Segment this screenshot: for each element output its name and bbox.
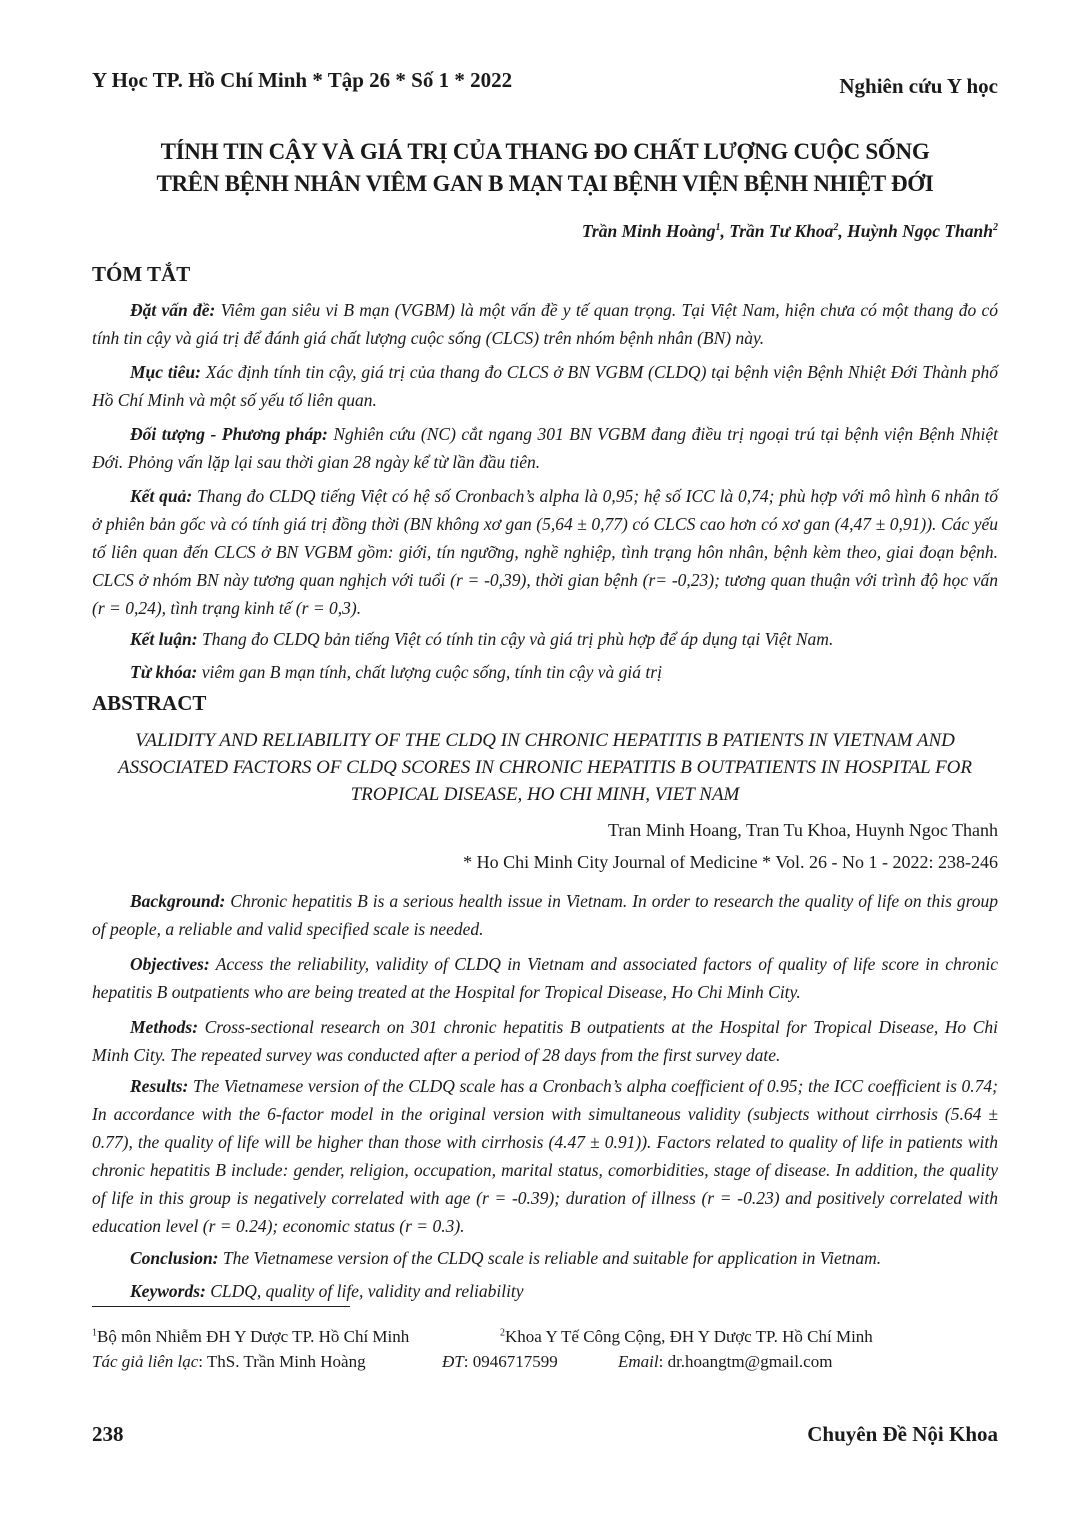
summary-background: [92, 296, 998, 352]
abstract-results: [92, 1072, 998, 1240]
summary-conclusion-text: Thang đo CLDQ bản tiếng Việt có tính tin cậy và giá trị phù hợp để áp dụng tại Việt Nam.: [201, 629, 834, 649]
affiliation-2: [500, 1327, 873, 1347]
abstract-conclusion-label: Conclusion:: [130, 1248, 219, 1268]
abstract-background-label: Background:: [130, 891, 226, 911]
title-line-1: TÍNH TIN CẬY VÀ GIÁ TRỊ CỦA THANG ĐO CHẤT LƯỢNG CUỘC SỐNG: [160, 139, 930, 164]
abstract-objectives-label: Objectives:: [130, 954, 210, 974]
author-3-sup: 2: [993, 222, 998, 234]
summary-methods-text: Nghiên cứu (NC) cắt ngang 301 BN VGBM đang điều trị ngoại trú tại bệnh viện Bệnh Nhiệt Đới. Phỏng vấn lặp lại sau thời gian 28 ngày kể từ lần đầu tiên.: [92, 424, 999, 472]
contact-email: [618, 1352, 833, 1372]
journal-name: Y Học TP. Hồ Chí Minh * Tập 26 * Số 1 * 2022: [92, 68, 513, 92]
abstract-background-text: Chronic hepatitis B is a serious health issue in Vietnam. In order to research the quality of life on this group of people, a reliable and valid specified scale is needed.: [92, 891, 999, 939]
abstract-heading: ABSTRACT: [92, 691, 207, 715]
author-3: Huỳnh Ngọc Thanh: [847, 221, 993, 241]
affiliation-footnotes: [92, 1327, 998, 1347]
summary-objective: [92, 358, 998, 414]
author-2: Trần Tư Khoa: [729, 221, 834, 241]
abstract-methods-text: Cross-sectional research on 301 chronic hepatitis B outpatients at the Hospital for Tropical Disease, Ho Chi Minh City. The repeated survey was conducted after a period of 28 days from the first survey date.: [92, 1017, 998, 1065]
summary-results-label: Kết quả:: [130, 486, 193, 506]
abstract-background: [92, 887, 998, 943]
contact-phone: [442, 1352, 558, 1372]
phone-label: ĐT: [442, 1352, 464, 1371]
article-title: [60, 136, 1030, 200]
author-list: Trần Minh Hoàng$^1$, Trần Tư Khoa$^2$, Huỳnh Ngọc Thanh$^2$: [581, 221, 998, 241]
summary-keywords-label: Từ khóa:: [130, 662, 198, 682]
summary-results-text: Thang đo CLDQ tiếng Việt có hệ số Cronbach’s alpha là 0,95; hệ số ICC là 0,74; phù hợp với mô hình 6 nhân tố ở phiên bản gốc và có tính giá trị đồng thời (BN không xơ gan (5,64 ± 0,77) có CLCS cao hơn có xơ gan (4,47 ± 0,91)). Các yếu tố liên quan đến CLCS ở BN VGBM gồm: giới, tín ngưỡng, nghề nghiệp, tình trạng hôn nhân, bệnh kèm theo, giai đoạn bệnh. CLCS ở nhóm BN này tương quan nghịch với tuổi (r = -0,39), thời gian bệnh (r= -0,23); tương quan thuận với trình độ học vấn (r = 0,24), tình trạng kinh tế (r = 0,3).: [92, 486, 998, 618]
phone-value: : 0946717599: [463, 1352, 558, 1371]
summary-background-text: Viêm gan siêu vi B mạn (VGBM) là một vấn đề y tế quan trọng. Tại Việt Nam, hiện chưa có một thang đo có tính tin cậy và giá trị để đánh giá chất lượng cuộc sống (CLCS) trên nhóm bệnh nhân (BN) này.: [92, 300, 998, 348]
abstract-results-text: The Vietnamese version of the CLDQ scale has a Cronbach’s alpha coefficient of 0.95; the ICC coefficient is 0.74; In accordance with the 6-factor model in the original version with simultaneous validity (subjects without cirrhosis (5.64 ± 0.77), the quality of life will be higher than those with cirrhosis (4.47 ± 0.91)). Factors related to quality of life in patients with chronic hepatitis B include: gender, religion, occupation, marital status, comorbidities, stage of disease. In addition, the quality of life in this group is negatively correlated with age (r = -0.39); duration of illness (r = -0.23) and positively correlated with education level (r = 0.24); economic status (r = 0.3).: [92, 1076, 999, 1236]
journal-section: Nghiên cứu Y học: [839, 74, 998, 98]
summary-heading: TÓM TẮT: [92, 262, 191, 286]
affiliation-1-text: Bộ môn Nhiễm ĐH Y Dược TP. Hồ Chí Minh: [97, 1327, 410, 1346]
abstract-keywords-label: Keywords:: [130, 1281, 206, 1301]
summary-objective-label: Mục tiêu:: [130, 362, 201, 382]
running-header: [92, 68, 998, 102]
author-2-sup: 2: [833, 222, 839, 234]
summary-methods: [92, 420, 998, 476]
footer-section-name: Chuyên Đề Nội Khoa: [807, 1422, 998, 1446]
abstract-objectives-text: Access the reliability, validity of CLDQ in Vietnam and associated factors of quality of life score in chronic hepatitis B outpatients who are being treated at the Hospital for Tropical Disease, Ho Chi Minh City.: [92, 954, 998, 1002]
email-label: Email: [618, 1352, 659, 1371]
affiliation-2-text: Khoa Y Tế Công Cộng, ĐH Y Dược TP. Hồ Chí Minh: [505, 1327, 873, 1346]
contact-author: [92, 1352, 366, 1372]
summary-conclusion: [92, 625, 998, 653]
abstract-conclusion: [92, 1244, 998, 1272]
contact-value: : ThS. Trần Minh Hoàng: [198, 1352, 366, 1371]
email-value: : dr.hoangtm@gmail.com: [658, 1352, 833, 1371]
summary-keywords-text: viêm gan B mạn tính, chất lượng cuộc sống, tính tin cậy và giá trị: [201, 662, 662, 682]
footnote-divider: [92, 1306, 350, 1307]
abstract-objectives: [92, 950, 998, 1006]
abstract-methods-label: Methods:: [130, 1017, 199, 1037]
author-1: Trần Minh Hoàng: [581, 221, 716, 241]
abstract-conclusion-text: The Vietnamese version of the CLDQ scale is reliable and suitable for application in Vietnam.: [222, 1248, 882, 1268]
abstract-title: VALIDITY AND RELIABILITY OF THE CLDQ IN CHRONIC HEPATITIS B PATIENTS IN VIETNAM AND ASSOCIATED FACTORS OF CLDQ SCORES IN CHRONIC HEPATITIS B OUTPATIENTS IN HOSPITAL FOR TROPICAL DISEASE, HO CHI MINH, VIET NAM: [118, 730, 972, 805]
summary-methods-label: Đối tượng - Phương pháp:: [130, 424, 328, 444]
contact-label: Tác giả liên lạc: [92, 1352, 199, 1371]
abstract-keywords-text: CLDQ, quality of life, validity and reliability: [210, 1281, 524, 1301]
author-1-sup: 1: [715, 222, 721, 234]
summary-conclusion-label: Kết luận:: [130, 629, 198, 649]
title-line-2: TRÊN BỆNH NHÂN VIÊM GAN B MẠN TẠI BỆNH VIỆN BỆNH NHIỆT ĐỚI: [156, 171, 934, 196]
abstract-results-label: Results:: [130, 1076, 189, 1096]
summary-results: [92, 482, 998, 622]
affiliation-1: [92, 1327, 409, 1346]
affiliation-2-sup: 2: [500, 1327, 505, 1339]
abstract-methods: [92, 1013, 998, 1069]
abstract-authors: Tran Minh Hoang, Tran Tu Khoa, Huynh Ngoc Thanh: [607, 820, 998, 840]
affiliation-1-sup: 1: [92, 1327, 97, 1339]
summary-objective-text: Xác định tính tin cậy, giá trị của thang đo CLCS ở BN VGBM (CLDQ) tại bệnh viện Bệnh Nhiệt Đới Thành phố Hồ Chí Minh và một số yếu tố liên quan.: [92, 362, 999, 410]
abstract-citation: * Ho Chi Minh City Journal of Medicine * Vol. 26 - No 1 - 2022: 238-246: [463, 852, 998, 872]
summary-keywords: [92, 658, 998, 686]
summary-background-label: Đặt vấn đề:: [130, 300, 216, 320]
page-number: 238: [92, 1422, 124, 1446]
abstract-keywords: [92, 1277, 998, 1305]
